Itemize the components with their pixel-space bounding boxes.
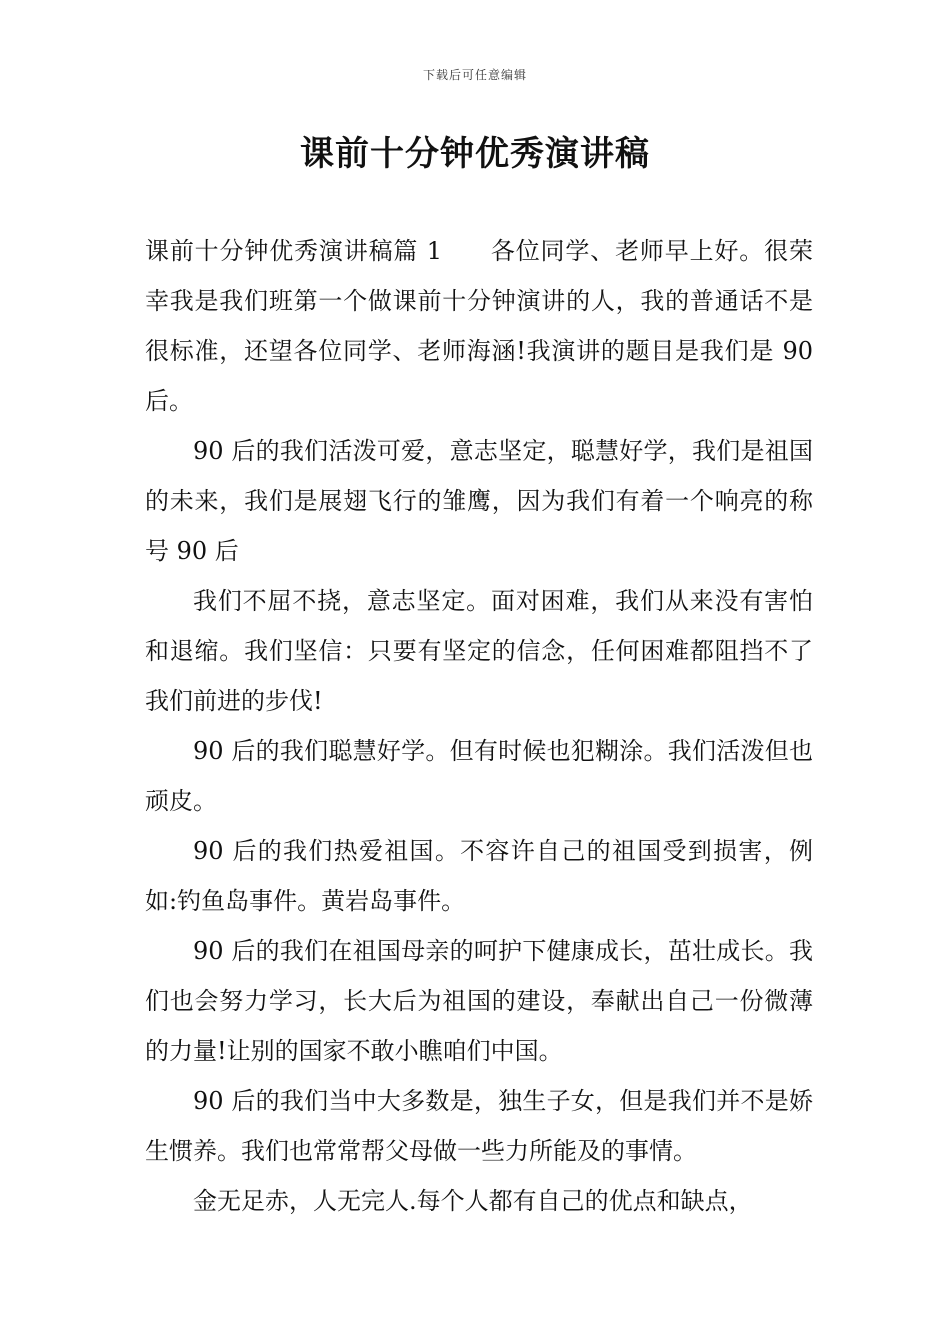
document-title: 课前十分钟优秀演讲稿	[300, 134, 650, 174]
paragraph-5: 90 后的我们热爱祖国。不容许自己的祖国受到损害，例如:钓鱼岛事件。黄岩岛事件。	[145, 837, 813, 915]
paragraph-1	[145, 226, 813, 426]
header-note: 下载后可任意编辑	[422, 68, 527, 82]
paragraph-7: 90 后的我们当中大多数是，独生子女，但是我们并不是娇生惯养。我们也常常帮父母做一些力所能及的事情。	[145, 1087, 813, 1165]
paragraph-1-text: 各位同学、老师早上好。很荣幸我是我们班第一个做课前十分钟演讲的人，我的普通话不是很标准，还望各位同学、老师海涵!我演讲的题目是我们是 90 后。	[145, 237, 813, 415]
paragraph-4: 90 后的我们聪慧好学。但有时候也犯糊涂。我们活泼但也顽皮。	[145, 737, 813, 815]
paragraph-3: 我们不屈不挠，意志坚定。面对困难，我们从来没有害怕和退缩。我们坚信：只要有坚定的信念，任何困难都阻挡不了我们前进的步伐!	[145, 587, 813, 715]
intro-label: 课前十分钟优秀演讲稿篇 1	[145, 237, 443, 265]
paragraph-6: 90 后的我们在祖国母亲的呵护下健康成长，茁壮成长。我们也会努力学习，长大后为祖国的建设，奉献出自己一份微薄的力量!让别的国家不敢小瞧咱们中国。	[145, 937, 813, 1065]
document-body	[145, 226, 813, 1226]
paragraph-8: 金无足赤，人无完人.每个人都有自己的优点和缺点，	[193, 1187, 753, 1215]
paragraph-2: 90 后的我们活泼可爱，意志坚定，聪慧好学，我们是祖国的未来，我们是展翅飞行的雏鹰，因为我们有着一个响亮的称号 90 后	[145, 437, 813, 565]
